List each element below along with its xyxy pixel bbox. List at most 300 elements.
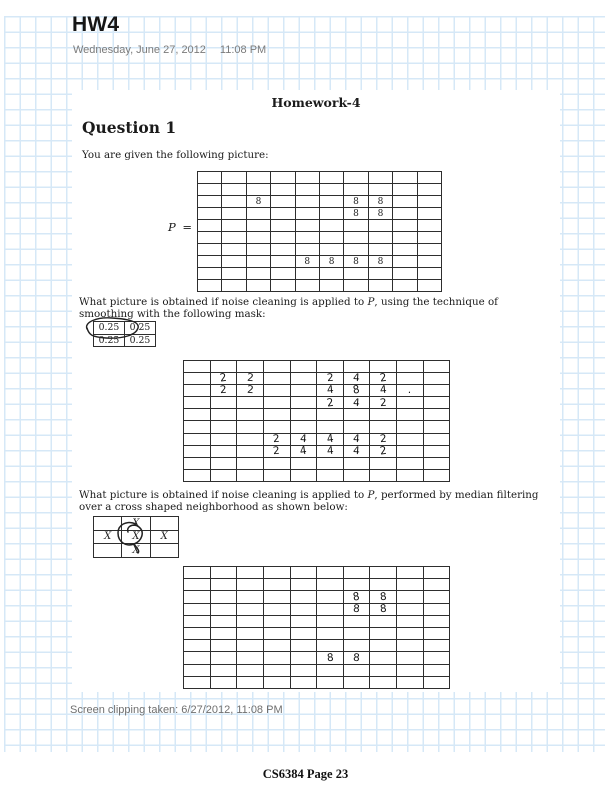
grid-cell (424, 409, 451, 421)
grid-cell (296, 220, 320, 232)
smoothing-question-before: What picture is obtained if noise cleaning is applied to (79, 296, 368, 308)
grid-cell (344, 665, 371, 677)
grid-cell (344, 567, 371, 579)
grid-cell (264, 640, 291, 652)
grid-cell (198, 184, 222, 196)
grid-cell (264, 458, 291, 470)
grid-cell (397, 579, 424, 591)
grid-cell (237, 458, 264, 470)
grid-cell: 2 (237, 385, 264, 397)
grid-cell (237, 470, 264, 482)
grid-cell (184, 397, 211, 409)
grid-cell (211, 616, 238, 628)
grid-cell (271, 244, 295, 256)
grid-cell (369, 280, 393, 292)
grid-cell (397, 409, 424, 421)
grid-cell (184, 652, 211, 664)
grid-cell (264, 409, 291, 421)
grid-cell (418, 208, 442, 220)
matrix-label: P = (168, 220, 193, 234)
grid-cell (271, 208, 295, 220)
grid-cell (247, 232, 271, 244)
grid-cell: . (397, 385, 424, 397)
grid-cell: 2 (211, 373, 238, 385)
grid-cell: 2 (237, 373, 264, 385)
grid-cell (393, 196, 417, 208)
grid-cell: 8 (344, 385, 371, 397)
grid-cell (397, 458, 424, 470)
question-heading: Question 1 (82, 118, 177, 137)
grid-cell (369, 184, 393, 196)
grid-cell: X (151, 531, 179, 545)
grid-cell (370, 640, 397, 652)
grid-cell (264, 604, 291, 616)
grid-cell (370, 409, 397, 421)
grid-cell (291, 665, 318, 677)
grid-cell (184, 373, 211, 385)
grid-cell (184, 604, 211, 616)
grid-cell (237, 677, 264, 689)
grid-cell (291, 579, 318, 591)
grid-cell (397, 640, 424, 652)
grid-cell (264, 373, 291, 385)
grid-cell: 8 (344, 652, 371, 664)
grid-cell (184, 677, 211, 689)
grid-cell: 8 (296, 256, 320, 268)
median-question-var: P (367, 489, 375, 501)
grid-cell (418, 196, 442, 208)
grid-cell: 4 (317, 446, 344, 458)
grid-cell: 4 (370, 385, 397, 397)
grid-cell (237, 640, 264, 652)
grid-cell (247, 268, 271, 280)
grid-cell (271, 184, 295, 196)
grid-cell (198, 208, 222, 220)
grid-cell: 8 (369, 208, 393, 220)
date-stamp-row (73, 44, 266, 56)
grid-cell: 8 (344, 208, 368, 220)
grid-cell (296, 172, 320, 184)
grid-cell (424, 640, 451, 652)
grid-cell (237, 409, 264, 421)
grid-cell (211, 446, 238, 458)
grid-cell (237, 397, 264, 409)
grid-cell (344, 409, 371, 421)
grid-cell (198, 244, 222, 256)
grid-cell (222, 280, 246, 292)
clipping-caption: Screen clipping taken: 6/27/2012, 11:08 PM (70, 704, 283, 716)
page-footer: CS6384 Page 23 (262, 767, 349, 781)
grid-cell (184, 616, 211, 628)
grid-cell (94, 544, 122, 558)
grid-cell (184, 591, 211, 603)
grid-cell (397, 567, 424, 579)
grid-cell (370, 652, 397, 664)
grid-cell (397, 604, 424, 616)
grid-cell (237, 591, 264, 603)
grid-cell (393, 220, 417, 232)
grid-cell (320, 232, 344, 244)
grid-cell (264, 616, 291, 628)
grid-cell (397, 446, 424, 458)
grid-cell (247, 208, 271, 220)
grid-cell (291, 361, 318, 373)
grid-cell (424, 567, 451, 579)
grid-cell (271, 220, 295, 232)
grid-cell: 2 (317, 397, 344, 409)
grid-cell (344, 268, 368, 280)
grid-cell (424, 591, 451, 603)
grid-cell (418, 184, 442, 196)
grid-cell (317, 677, 344, 689)
grid-cell (370, 677, 397, 689)
grid-cell: 0.25 (94, 335, 125, 348)
grid-cell (320, 172, 344, 184)
grid-cell (317, 665, 344, 677)
grid-cell (184, 628, 211, 640)
grid-cell: 2 (370, 373, 397, 385)
grid-cell (397, 677, 424, 689)
grid-cell (397, 628, 424, 640)
time-stamp: 11:08 PM (219, 44, 267, 56)
grid-cell (393, 172, 417, 184)
grid-cell (317, 628, 344, 640)
grid-cell (271, 268, 295, 280)
grid-cell (424, 628, 451, 640)
grid-cell (370, 665, 397, 677)
grid-cell: 8 (369, 256, 393, 268)
grid-cell (424, 604, 451, 616)
grid-cell (424, 373, 451, 385)
grid-cell: X (122, 531, 150, 545)
grid-cell: 8 (247, 196, 271, 208)
median-result-grid (183, 566, 450, 689)
grid-cell (198, 280, 222, 292)
grid-cell (397, 361, 424, 373)
grid-cell (291, 604, 318, 616)
grid-cell: 8 (344, 196, 368, 208)
grid-cell (344, 458, 371, 470)
grid-cell (424, 616, 451, 628)
grid-cell: 4 (291, 434, 318, 446)
grid-cell (211, 628, 238, 640)
grid-cell (271, 196, 295, 208)
grid-cell (291, 385, 318, 397)
grid-cell (370, 458, 397, 470)
grid-cell: 8 (344, 591, 371, 603)
grid-cell: 4 (291, 446, 318, 458)
grid-cell (211, 665, 238, 677)
grid-cell (370, 579, 397, 591)
grid-cell: 8 (370, 591, 397, 603)
grid-cell (393, 184, 417, 196)
grid-cell (393, 268, 417, 280)
grid-cell (211, 640, 238, 652)
grid-cell (211, 397, 238, 409)
grid-cell (211, 434, 238, 446)
grid-cell (264, 421, 291, 433)
grid-cell (211, 470, 238, 482)
grid-cell (344, 244, 368, 256)
grid-cell (393, 256, 417, 268)
grid-cell (211, 567, 238, 579)
grid-cell: 0.25 (125, 322, 156, 335)
grid-cell (317, 579, 344, 591)
grid-cell (222, 256, 246, 268)
median-question-before: What picture is obtained if noise cleaning is applied to (79, 489, 368, 501)
grid-cell (424, 434, 451, 446)
grid-cell (247, 220, 271, 232)
grid-cell (151, 517, 179, 531)
grid-cell (211, 652, 238, 664)
smoothing-mask-table (93, 321, 156, 347)
grid-cell (296, 232, 320, 244)
grid-cell (397, 616, 424, 628)
grid-cell (184, 579, 211, 591)
grid-cell: 2 (264, 434, 291, 446)
grid-cell (237, 616, 264, 628)
grid-cell (291, 677, 318, 689)
grid-cell (222, 268, 246, 280)
grid-cell (393, 208, 417, 220)
grid-cell (264, 665, 291, 677)
grid-cell (320, 244, 344, 256)
grid-cell (151, 544, 179, 558)
grid-cell (184, 640, 211, 652)
grid-cell (296, 208, 320, 220)
grid-cell (344, 677, 371, 689)
smoothing-question-text (79, 297, 555, 320)
cross-neighborhood-table (93, 516, 179, 558)
grid-cell (397, 470, 424, 482)
grid-cell (184, 409, 211, 421)
intro-text: You are given the following picture: (82, 149, 269, 161)
grid-cell: 4 (317, 434, 344, 446)
grid-cell (393, 232, 417, 244)
grid-cell (211, 409, 238, 421)
grid-cell (418, 220, 442, 232)
grid-cell (184, 446, 211, 458)
grid-cell (424, 421, 451, 433)
grid-cell (291, 567, 318, 579)
grid-cell (291, 640, 318, 652)
grid-cell (291, 458, 318, 470)
grid-cell (264, 470, 291, 482)
grid-cell (424, 579, 451, 591)
grid-cell (418, 268, 442, 280)
grid-cell (424, 397, 451, 409)
grid-cell (264, 591, 291, 603)
grid-cell (296, 280, 320, 292)
grid-cell (237, 628, 264, 640)
grid-cell (264, 652, 291, 664)
grid-cell (370, 421, 397, 433)
grid-cell (198, 232, 222, 244)
grid-cell (369, 232, 393, 244)
grid-cell (247, 244, 271, 256)
grid-cell (296, 196, 320, 208)
grid-cell (317, 604, 344, 616)
grid-cell (317, 616, 344, 628)
grid-cell (369, 172, 393, 184)
grid-cell (344, 616, 371, 628)
grid-cell: 8 (344, 256, 368, 268)
grid-cell: X (122, 544, 150, 558)
grid-cell (237, 446, 264, 458)
grid-cell (291, 628, 318, 640)
grid-cell (247, 280, 271, 292)
grid-cell (344, 628, 371, 640)
grid-cell (184, 385, 211, 397)
grid-cell: 8 (369, 196, 393, 208)
grid-cell (344, 232, 368, 244)
grid-cell: 4 (344, 434, 371, 446)
grid-cell (397, 434, 424, 446)
grid-cell (344, 421, 371, 433)
grid-cell (370, 470, 397, 482)
grid-cell (264, 361, 291, 373)
grid-cell (222, 244, 246, 256)
grid-cell: 8 (370, 604, 397, 616)
grid-cell (397, 591, 424, 603)
grid-cell (291, 652, 318, 664)
median-question-text (79, 490, 561, 513)
grid-cell (247, 184, 271, 196)
grid-cell (344, 640, 371, 652)
grid-cell (222, 220, 246, 232)
grid-cell (184, 434, 211, 446)
grid-cell (211, 421, 238, 433)
grid-cell: 2 (370, 434, 397, 446)
grid-cell (369, 268, 393, 280)
grid-cell (418, 256, 442, 268)
grid-cell (184, 567, 211, 579)
grid-cell (211, 579, 238, 591)
grid-cell (247, 256, 271, 268)
grid-cell: 0.25 (125, 335, 156, 348)
grid-cell (344, 220, 368, 232)
grid-cell (424, 470, 451, 482)
grid-cell (317, 591, 344, 603)
grid-cell (393, 280, 417, 292)
grid-cell (424, 361, 451, 373)
smoothing-question-var: P (367, 296, 375, 308)
grid-cell (291, 421, 318, 433)
date-stamp: Wednesday, June 27, 2012 (73, 44, 206, 56)
grid-cell (211, 458, 238, 470)
grid-cell (317, 640, 344, 652)
grid-cell (291, 591, 318, 603)
grid-cell (317, 470, 344, 482)
grid-cell (222, 232, 246, 244)
grid-cell (264, 677, 291, 689)
grid-cell (424, 665, 451, 677)
grid-cell (237, 604, 264, 616)
grid-cell (320, 208, 344, 220)
grid-cell (271, 280, 295, 292)
matrix-label-var: P (168, 220, 176, 234)
grid-cell (344, 470, 371, 482)
grid-cell (198, 268, 222, 280)
grid-cell (184, 665, 211, 677)
grid-cell (369, 220, 393, 232)
grid-cell (296, 184, 320, 196)
median-question-after: , performed by median filtering over a cross shaped neighborhood as shown below: (79, 489, 539, 513)
grid-cell (370, 616, 397, 628)
grid-cell (320, 184, 344, 196)
grid-cell (418, 280, 442, 292)
grid-cell (344, 172, 368, 184)
grid-cell: 4 (344, 446, 371, 458)
grid-cell (424, 677, 451, 689)
grid-cell (198, 220, 222, 232)
grid-cell (424, 458, 451, 470)
document-title: Homework-4 (271, 95, 361, 110)
smoothing-question-after: , using the technique of smoothing with the following mask: (79, 296, 498, 320)
grid-cell (222, 196, 246, 208)
grid-cell (271, 256, 295, 268)
grid-cell (237, 579, 264, 591)
grid-cell (184, 361, 211, 373)
grid-cell (237, 421, 264, 433)
grid-cell (291, 616, 318, 628)
smoothed-result-grid (183, 360, 450, 482)
grid-cell (222, 184, 246, 196)
grid-cell (264, 397, 291, 409)
grid-cell (264, 628, 291, 640)
grid-cell (320, 280, 344, 292)
grid-cell (317, 458, 344, 470)
grid-cell (296, 268, 320, 280)
grid-cell (237, 665, 264, 677)
grid-cell (370, 567, 397, 579)
picture-grid-p (197, 171, 442, 292)
grid-cell (291, 373, 318, 385)
grid-cell: 8 (320, 256, 344, 268)
grid-cell (184, 470, 211, 482)
grid-cell (317, 409, 344, 421)
grid-cell (291, 470, 318, 482)
grid-cell (397, 421, 424, 433)
grid-cell: 8 (317, 652, 344, 664)
grid-cell (418, 172, 442, 184)
grid-cell (370, 628, 397, 640)
grid-cell: 8 (344, 604, 371, 616)
grid-cell (397, 397, 424, 409)
grid-cell (393, 244, 417, 256)
grid-cell (271, 232, 295, 244)
grid-cell: 4 (317, 385, 344, 397)
grid-cell (369, 244, 393, 256)
grid-cell (198, 196, 222, 208)
grid-cell (418, 244, 442, 256)
page-title: HW4 (72, 13, 120, 36)
grid-cell (344, 280, 368, 292)
grid-cell (424, 446, 451, 458)
grid-cell: 0.25 (94, 322, 125, 335)
grid-cell (237, 434, 264, 446)
grid-cell: 2 (370, 446, 397, 458)
grid-cell (264, 579, 291, 591)
grid-cell (397, 652, 424, 664)
grid-cell: 2 (317, 373, 344, 385)
grid-cell: X (122, 517, 150, 531)
grid-cell (320, 220, 344, 232)
grid-cell: X (94, 531, 122, 545)
grid-cell (264, 385, 291, 397)
grid-cell (211, 604, 238, 616)
grid-cell (222, 172, 246, 184)
